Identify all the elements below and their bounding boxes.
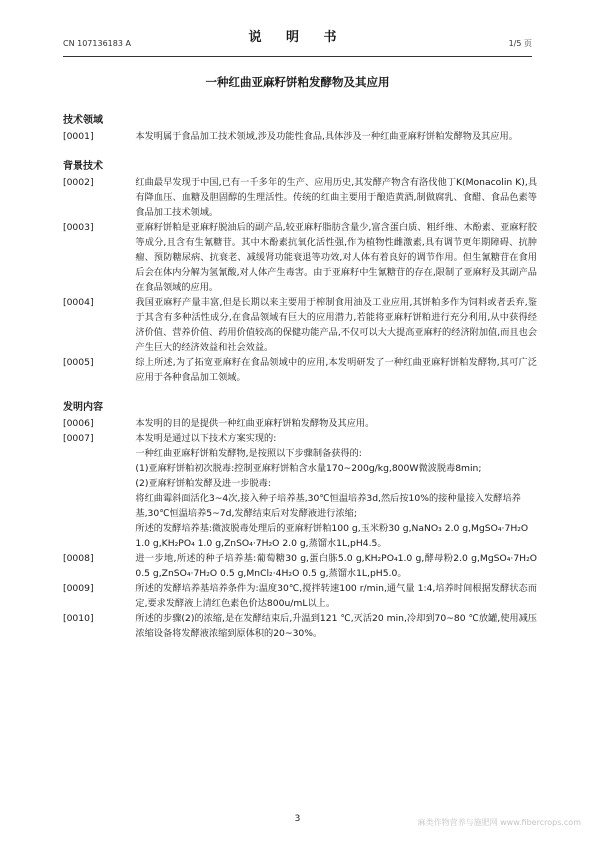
watermark: 麻类作物营养与施肥网 www.fibercrops.com [417, 818, 581, 827]
paragraph-0007 [63, 431, 537, 446]
paragraph-0007-step2 [63, 476, 537, 491]
paragraph-number: [0003] [63, 222, 94, 233]
section-heading-background: 背景技术 [63, 161, 103, 172]
paragraph-0010 [63, 611, 537, 641]
paragraph-text: 本发明属于食品加工技术领域,涉及功能性食品,具体涉及一种红曲亚麻籽饼粕发酵物及其应用。 [135, 131, 518, 142]
paragraph-number: [0001] [63, 131, 94, 142]
paragraph-0009 [63, 581, 537, 611]
paragraph-0008 [63, 551, 537, 581]
document-title: 一种红曲亚麻籽饼粕发酵物及其应用 [205, 75, 390, 89]
header-divider [63, 56, 532, 57]
paragraph-0004 [63, 295, 537, 355]
paragraph-number: [0008] [63, 553, 94, 564]
paragraph-number: [0002] [63, 177, 94, 188]
paragraph-number: [0010] [63, 613, 94, 624]
paragraph-text: 进一步地,所述的种子培养基:葡萄糖30 g,蛋白胨5.0 g,KH₂PO₄1.0 g,酵母粉2.0 g,MgSO₄·7H₂O 0.5 g,ZnSO₄·7H₂O 0.5 g,MnCl₂·4H₂O 0.5 g,蒸馏水1L,pH5.0。 [135, 553, 537, 579]
paragraph-0007-step1 [63, 461, 537, 476]
paragraph-text: 所述的发酵培养基:微波脱毒处理后的亚麻籽饼粕100 g,玉米粉30 g,NaNO₃ 2.0 g,MgSO₄·7H₂O 1.0 g,KH₂PO₄ 1.0 g,ZnSO₄·7H₂O 2.0 g,蒸馏水1L,pH4.5。 [135, 523, 529, 549]
paragraph-number: [0009] [63, 583, 94, 594]
page-counter: 1/5 页 [508, 39, 532, 48]
paragraph-number: [0007] [63, 433, 94, 444]
paragraph-text: 所述的步骤(2)的浓缩,是在发酵结束后,升温到121 ℃,灭活20 min,冷却到70~80 ℃放罐,使用减压浓缩设备将发酵液浓缩到原体积的20~30%。 [135, 613, 537, 639]
paragraph-0003 [63, 220, 537, 295]
paragraph-0001 [63, 129, 537, 144]
section-heading-tech-field: 技术领域 [63, 115, 103, 126]
paragraph-0005 [63, 355, 537, 385]
paragraph-text: 本发明是通过以下技术方案实现的: [135, 433, 277, 444]
paragraph-text: 一种红曲亚麻籽饼粕发酵物,是按照以下步骤制备获得的: [135, 448, 362, 459]
paragraph-number: [0005] [63, 357, 94, 368]
paragraph-text: 将红曲霉斜面活化3~4次,接入种子培养基,30℃恒温培养3d,然后按10%的接种量接入发酵培养基,30℃恒温培养5~7d,发酵结束后对发酵液进行浓缩; [135, 493, 521, 519]
paragraph-text: (1)亚麻籽饼粕初次脱毒:控制亚麻籽饼粕含水量170~200g/kg,800W微波脱毒8min; [135, 463, 482, 474]
paragraph-text: 亚麻籽饼粕是亚麻籽脱油后的副产品,较亚麻籽脂肪含量少,富含蛋白质、粗纤维、木酚素、亚麻籽胶等成分,且含有生氰糖苷。其中木酚素抗氧化活性强,作为植物性雌激素,具有调节更年期障碍、抗肿瘤、预防糖尿病、抗衰老、减缓肾功能衰退等功效,对人体有着良好的调节作用。但生氰糖苷在食用后会在体内分解为氢氰酸,对人体产生毒害。由于亚麻籽中生氰糖苷的存在,限制了亚麻籽及其副产品在食品领域的应用。 [135, 222, 537, 293]
page-header [63, 30, 532, 50]
paragraph-text: 所述的发酵培养基培养条件为:温度30℃,搅拌转速100 r/min,通气量 1:4,培养时间根据发酵状态而定,要求发酵液上清红色素色价达800u/mL以上。 [135, 583, 537, 609]
paragraph-0007-product [63, 446, 537, 461]
publication-number: CN 107136183 A [63, 39, 131, 48]
page-number: 3 [294, 814, 301, 824]
paragraph-0006 [63, 416, 537, 431]
paragraph-text: 综上所述,为了拓宽亚麻籽在食品领域中的应用,本发明研发了一种红曲亚麻籽饼粕发酵物,其可广泛应用于各种食品加工领域。 [135, 357, 537, 383]
section-heading-content: 发明内容 [63, 402, 103, 413]
paragraph-text: 我国亚麻籽产量丰富,但是长期以来主要用于榨制食用油及工业应用,其饼粕多作为饲料或者丢弃,鉴于其含有多种活性成分,在食品领域有巨大的应用潜力,若能将亚麻籽饼粕进行充分利用,从中获得经济价值、营养价值、药用价值较高的保健功能产品,不仅可以大大提高亚麻籽的经济附加值,而且也会产生巨大的经济效益和社会效益。 [135, 297, 537, 353]
paragraph-0002 [63, 175, 537, 220]
paragraph-text: 本发明的目的是提供一种红曲亚麻籽饼粕发酵物及其应用。 [135, 418, 375, 429]
paragraph-0007-fermentation [63, 491, 537, 521]
paragraph-text: (2)亚麻籽饼粕发酵及进一步脱毒: [135, 478, 271, 489]
document-body [63, 100, 537, 641]
paragraph-number: [0004] [63, 297, 94, 308]
document-type: 说 明 书 [248, 30, 347, 45]
paragraph-text: 红曲最早发现于中国,已有一千多年的生产、应用历史,其发酵产物含有洛伐他丁K(Monacolin K),具有降血压、血糖及胆固醇的生理活性。传统的红曲主要用于酿造黄酒,制做腐乳、食醋、食品色素等食品加工技术领域。 [135, 177, 537, 218]
paragraph-number: [0006] [63, 418, 94, 429]
paragraph-0007-medium [63, 521, 537, 551]
